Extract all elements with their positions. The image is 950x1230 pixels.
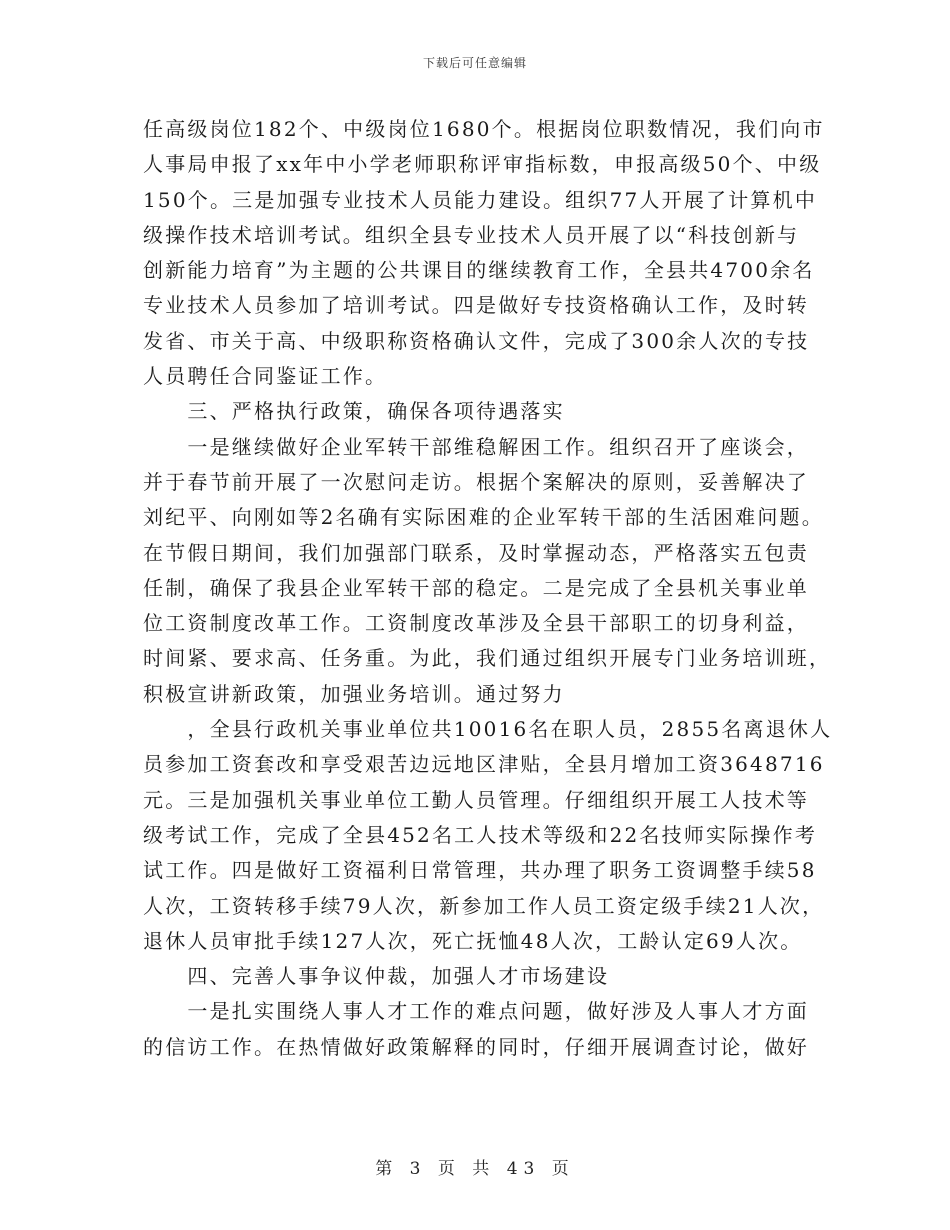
text-line: 级操作技术培训考试。组织全县专业技术人员开展了以“科技创新与 (143, 222, 800, 247)
text-line: 并于春节前开展了一次慰问走访。根据个案解决的原则，妥善解决了 (143, 469, 809, 494)
text-line: 一是继续做好企业军转干部维稳解困工作。组织召开了座谈会， (143, 434, 809, 459)
text-line: 任高级岗位182个、中级岗位1680个。根据岗位职数情况，我们向市 (143, 117, 825, 141)
text-line: 人员聘任合同鉴证工作。 (143, 364, 388, 389)
text-line: 员参加工资套改和享受艰苦边远地区津贴，全县月增加工资3648716 (143, 752, 825, 777)
text-line: ，全县行政机关事业单位共10016名在职人员，2855名离退休人 (143, 717, 833, 742)
text-line: 发省、市关于高、中级职称资格确认文件，完成了300余人次的专技 (143, 328, 810, 353)
text-line: 积极宣讲新政策，加强业务培训。通过努力 (143, 681, 565, 706)
text-line: 试工作。四是做好工资福利日常管理，共办理了职务工资调整手续58 (143, 858, 817, 883)
text-line: 的信访工作。在热情做好政策解释的同时，仔细开展调查讨论，做好 (143, 1034, 809, 1059)
text-line: 刘纪平、向刚如等2名确有实际困难的企业军转干部的生活困难问题。 (143, 505, 824, 530)
text-line: 时间紧、要求高、任务重。为此，我们通过组织开展专门业务培训班， (143, 646, 832, 671)
text-line: 元。三是加强机关事业单位工勤人员管理。仔细组织开展工人技术等 (143, 787, 809, 812)
page-header-note: 下载后可任意编辑 (422, 56, 527, 70)
text-line: 专业技术人员参加了培训考试。四是做好专技资格确认工作，及时转 (143, 293, 809, 318)
text-line: 任制，确保了我县企业军转干部的稳定。二是完成了全县机关事业单 (143, 575, 809, 600)
document-body (143, 112, 833, 1065)
text-line: 一是扎实围绕人事人才工作的难点问题，做好涉及人事人才方面 (143, 999, 809, 1024)
text-line: 退休人员审批手续127人次，死亡抚恤48人次，工龄认定69人次。 (143, 928, 803, 953)
text-line: 人次，工资转移手续79人次，新参加工作人员工资定级手续21人次， (143, 893, 825, 918)
text-line: 级考试工作，完成了全县452名工人技术等级和22名技师实际操作考 (143, 822, 818, 847)
text-line: 位工资制度改革工作。工资制度改革涉及全县干部职工的切身利益， (143, 611, 809, 636)
text-line: 在节假日期间，我们加强部门联系，及时掌握动态，严格落实五包责 (143, 540, 809, 565)
page-footer-page-number: 第 3 页 共 43 页 (375, 1159, 575, 1179)
text-line: 人事局申报了xx年中小学老师职称评审指标数，申报高级50个、中级 (143, 152, 822, 177)
text-line: 创新能力培育”为主题的公共课目的继续教育工作，全县共4700余名 (143, 258, 815, 283)
section-heading: 三、严格执行政策，确保各项待遇落实 (143, 399, 565, 424)
text-line: 150个。三是加强专业技术人员能力建设。组织77人开展了计算机中 (143, 187, 818, 212)
section-heading: 四、完善人事争议仲裁，加强人才市场建设 (143, 964, 610, 989)
